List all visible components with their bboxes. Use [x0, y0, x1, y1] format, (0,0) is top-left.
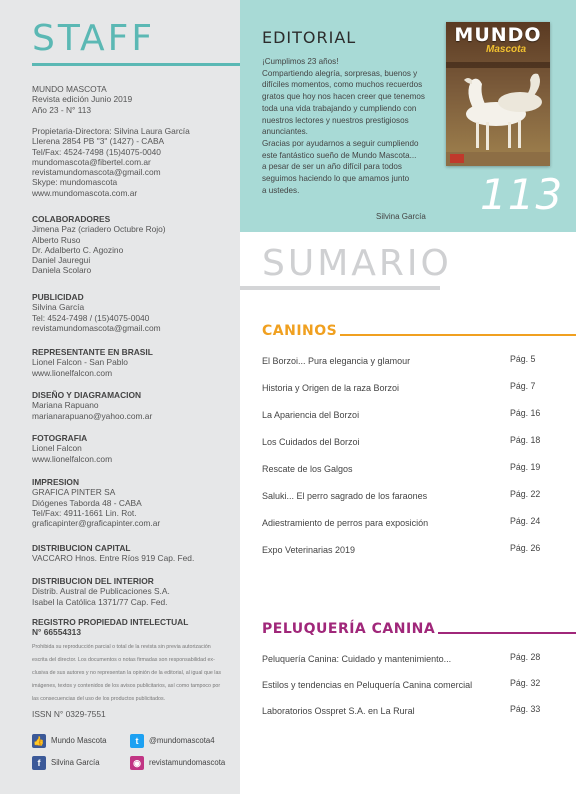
colaboradores-section — [32, 214, 237, 276]
toc-item-title: Historia y Origen de la raza Borzoi — [262, 383, 400, 393]
legal-disclaimer: escrita del director. Los documentos o notas firmadas son responsabilidad ex- — [32, 656, 215, 663]
toc-item[interactable] — [262, 545, 556, 559]
magazine-edition: Revista edición Junio 2019 — [32, 94, 133, 105]
editorial-line: anunciantes. — [262, 127, 308, 137]
instagram-icon: ◉ — [130, 756, 144, 770]
facebook-like-label: Mundo Mascota — [51, 736, 107, 745]
magazine-issue: Año 23 - N° 113 — [32, 104, 92, 115]
impresion-line: Diógenes Taborda 48 - CABA — [32, 497, 142, 508]
editorial-line: gratos que hoy nos hacen creer que tenemos — [262, 92, 425, 102]
publicidad-section — [32, 292, 237, 333]
toc-item[interactable] — [262, 464, 556, 478]
colaborador: Daniel Jauregui — [32, 255, 91, 266]
section-heading: DISTRIBUCION DEL INTERIOR — [32, 576, 154, 586]
diseno-line: Mariana Rapuano — [32, 400, 99, 411]
toc-item-page: Pág. 28 — [510, 652, 541, 662]
colaborador: Dr. Adalberto C. Agozino — [32, 244, 124, 255]
section-heading-caninos: CANINOS — [262, 323, 338, 339]
peluqueria-rule — [438, 632, 576, 634]
publicidad-line: Tel: 4524-7498 / (15)4075-0040 — [32, 312, 150, 323]
owner-line: Propietaria-Directora: Silvina Laura García — [32, 126, 190, 136]
toc-item-title: Expo Veterinarias 2019 — [262, 545, 356, 555]
toc-item-title: Estilos y tendencias en Peluquería Canina comercial — [262, 680, 473, 690]
twitter-icon: t — [130, 734, 144, 748]
issn-number: ISSN N° 0329-7551 — [32, 709, 106, 719]
facebook-icon: f — [32, 756, 46, 770]
toc-item-page: Pág. 26 — [510, 543, 541, 553]
toc-item[interactable] — [262, 654, 556, 668]
editorial-line: Compartiendo alegría, sorpresas, buenos y — [262, 68, 418, 78]
sumario-title: SUMARIO — [262, 243, 452, 284]
owner-website-link[interactable]: www.mundomascota.com.ar — [32, 187, 138, 198]
magazine-name: MUNDO MASCOTA — [32, 84, 107, 94]
representante-line: Lionel Falcon - San Pablo — [32, 357, 128, 368]
diseno-email[interactable]: marianarapuano@yahoo.com.ar — [32, 410, 153, 421]
toc-item-title: Adiestramiento de perros para exposición — [262, 518, 429, 528]
facebook-link[interactable] — [32, 754, 100, 772]
twitter-handle: @mundomascota4 — [149, 736, 215, 745]
issn — [32, 709, 237, 719]
toc-item-page: Pág. 18 — [510, 435, 541, 445]
instagram-link[interactable] — [130, 754, 225, 772]
colaborador: Alberto Ruso — [32, 234, 81, 245]
owner-skype: Skype: mundomascota — [32, 177, 118, 188]
legal-disclaimer: Prohibida su reproducción parcial o total de la revista sin previa autorización — [32, 643, 211, 650]
toc-item-page: Pág. 16 — [510, 408, 541, 418]
facebook-like-link[interactable] — [32, 732, 106, 750]
registro-section — [32, 617, 237, 706]
issue-number: 113 — [480, 170, 564, 219]
toc-item-page: Pág. 22 — [510, 489, 541, 499]
distribucion-interior-section — [32, 576, 237, 607]
section-heading: REPRESENTANTE EN BRASIL — [32, 347, 153, 357]
toc-item[interactable] — [262, 491, 556, 505]
impresion-section — [32, 477, 237, 528]
staff-column — [0, 0, 240, 794]
instagram-handle: revistamundomascota — [149, 758, 226, 767]
editorial-body — [262, 56, 442, 196]
legal-disclaimer: las consecuencias del uso de los productos publicitados. — [32, 695, 166, 702]
distribucion-capital-section — [32, 543, 237, 564]
toc-item[interactable] — [262, 356, 556, 370]
publicidad-line: Silvina García — [32, 302, 85, 313]
social-links — [32, 732, 237, 772]
toc-item-page: Pág. 5 — [510, 354, 536, 364]
editorial-signature: Silvina García — [376, 212, 426, 221]
fotografia-section — [32, 433, 237, 464]
editorial-line: ¡Cumplimos 23 años! — [262, 57, 339, 66]
representante-section — [32, 347, 237, 378]
owner-email[interactable]: mundomascota@fibertel.com.ar — [32, 156, 151, 167]
impresion-line: Tel/Fax: 4911-1661 Lin. Rot. — [32, 507, 137, 518]
toc-item-title: Rescate de los Galgos — [262, 464, 353, 474]
publicidad-email[interactable]: revistamundomascota@gmail.com — [32, 322, 161, 333]
representante-link[interactable]: www.lionelfalcon.com — [32, 367, 113, 378]
distribucion-line: Distrib. Austral de Publicaciones S.A. — [32, 586, 170, 597]
toc-item[interactable] — [262, 410, 556, 424]
impresion-email[interactable]: graficapinter@graficapinter.com.ar — [32, 518, 161, 529]
caninos-rule — [340, 334, 576, 336]
registro-number: N° 66554313 — [32, 627, 81, 638]
editorial-line: a pesar de ser un año difícil para todos — [262, 162, 402, 172]
section-heading: REGISTRO PROPIEDAD INTELECTUAL — [32, 617, 189, 627]
toc-item-title: La Apariencia del Borzoi — [262, 410, 360, 420]
owner-line: Tel/Fax: 4524-7498 (15)4075-0040 — [32, 146, 161, 157]
toc-item-page: Pág. 32 — [510, 678, 541, 688]
toc-item-title: El Borzoi... Pura elegancia y glamour — [262, 356, 411, 366]
colaborador: Jimena Paz (criadero Octubre Rojo) — [32, 224, 166, 235]
editorial-line: nuestros lectores y nuestros prestigiosos — [262, 115, 409, 125]
distribucion-line: Isabel la Católica 1371/77 Cap. Fed. — [32, 596, 168, 607]
twitter-link[interactable] — [130, 732, 215, 750]
editorial-line: este fantástico sueño de Mundo Mascota... — [262, 150, 417, 160]
section-heading: PUBLICIDAD — [32, 292, 84, 302]
editorial-panel — [240, 0, 576, 232]
toc-item[interactable] — [262, 518, 556, 532]
magazine-cover-image[interactable] — [446, 22, 550, 166]
editorial-line: difíciles momentos, como muchos recuerdos — [262, 80, 423, 90]
thumbs-up-icon: 👍 — [33, 736, 45, 746]
section-heading: DISTRIBUCION CAPITAL — [32, 543, 131, 553]
sumario-divider — [240, 286, 440, 290]
cover-dogs-illustration — [446, 22, 550, 166]
toc-item-title: Los Cuidados del Borzoi — [262, 437, 360, 447]
legal-disclaimer: clusiva de sus autores y no representan la opinión de la editorial, al igual que las — [32, 669, 222, 676]
toc-item-title: Laboratorios Osspret S.A. en La Rural — [262, 706, 415, 716]
impresion-line: GRAFICA PINTER SA — [32, 487, 116, 498]
toc-item-page: Pág. 19 — [510, 462, 541, 472]
editorial-line: Gracias por ayudarnos a seguir cumpliendo — [262, 138, 419, 148]
facebook-name: Silvina García — [51, 758, 100, 767]
owner-email[interactable]: revistamundomascota@gmail.com — [32, 167, 161, 178]
owner-info — [32, 126, 237, 198]
editorial-line: seguimos haciendo lo que amamos junto — [262, 174, 410, 184]
toc-item[interactable] — [262, 383, 556, 397]
cover-brand-sub: Mascota — [486, 44, 527, 55]
toc-item-title: Peluquería Canina: Cuidado y mantenimiento... — [262, 654, 452, 664]
section-heading-peluqueria: PELUQUERÍA CANINA — [262, 621, 436, 637]
section-heading: DISEÑO Y DIAGRAMACION — [32, 390, 142, 400]
diseno-section — [32, 390, 237, 421]
toc-item[interactable] — [262, 437, 556, 451]
staff-divider — [32, 63, 240, 66]
toc-item[interactable] — [262, 706, 556, 720]
editorial-line: a ustedes. — [262, 185, 300, 195]
section-heading: FOTOGRAFIA — [32, 433, 88, 443]
colaborador: Daniela Scolaro — [32, 265, 92, 276]
fotografia-link[interactable]: www.lionelfalcon.com — [32, 453, 113, 464]
distribucion-line: VACCARO Hnos. Entre Ríos 919 Cap. Fed. — [32, 553, 195, 564]
cover-brand: MUNDO — [454, 24, 542, 46]
toc-item-title: Saluki... El perro sagrado de los faraones — [262, 491, 428, 501]
editorial-title: EDITORIAL — [262, 28, 357, 47]
editorial-line: toda una vida trabajando y cumpliendo con — [262, 103, 417, 113]
section-heading: COLABORADORES — [32, 214, 111, 224]
toc-item-page: Pág. 33 — [510, 704, 541, 714]
toc-item-page: Pág. 7 — [510, 381, 536, 391]
staff-title: STAFF — [32, 18, 156, 59]
toc-item[interactable] — [262, 680, 556, 694]
legal-disclaimer: imágenes, textos y contenidos de los avisos publicitarios, así como tampoco por — [32, 682, 221, 689]
fotografia-line: Lionel Falcon — [32, 443, 82, 454]
section-heading: IMPRESION — [32, 477, 79, 487]
magazine-info — [32, 84, 237, 115]
toc-item-page: Pág. 24 — [510, 516, 541, 526]
owner-line: Llerena 2854 PB "3" (1427) - CABA — [32, 136, 165, 147]
